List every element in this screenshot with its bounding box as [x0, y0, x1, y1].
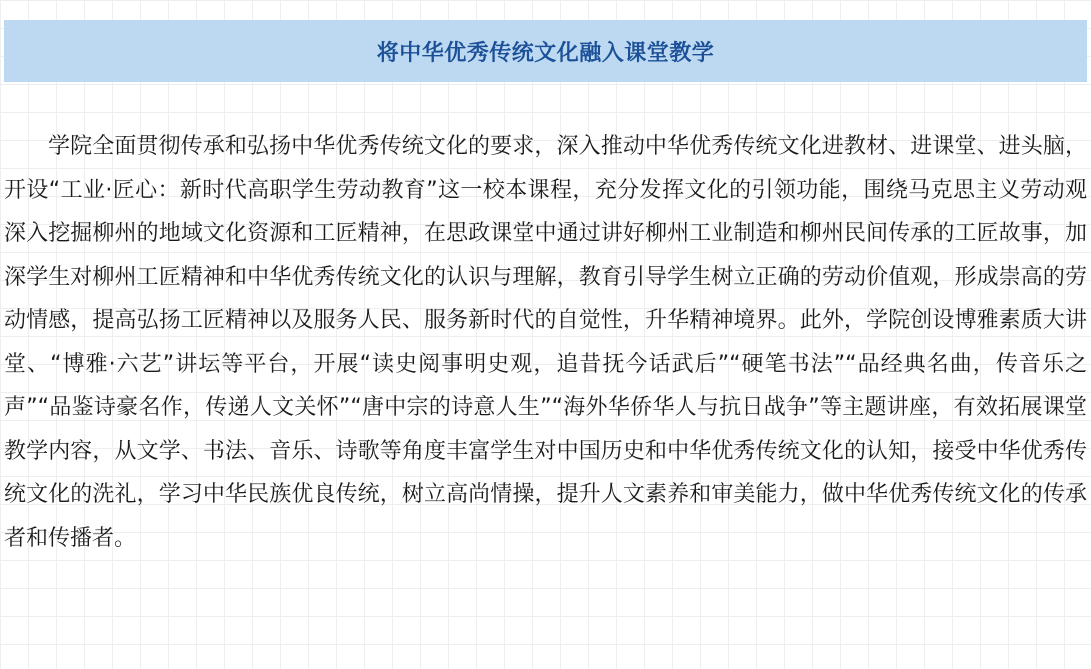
article-title: 将中华优秀传统文化融入课堂教学: [376, 40, 715, 66]
title-banner: [4, 20, 1087, 82]
article-paragraph: 学院全面贯彻传承和弘扬中华优秀传统文化的要求，深入推动中华优秀传统文化进教材、进课堂、进头脑，开设“工业·匠心：新时代高职学生劳动教育”这一校本课程，充分发挥文化的引领功能，围绕马克思主义劳动观深入挖掘柳州的地域文化资源和工匠精神，在思政课堂中通过讲好柳州工业制造和柳州民间传承的工匠故事，加深学生对柳州工匠精神和中华优秀传统文化的认识与理解，教育引导学生树立正确的劳动价值观，形成崇高的劳动情感，提高弘扬工匠精神以及服务人民、服务新时代的自觉性，升华精神境界。此外，学院创设博雅素质大讲堂、“博雅·六艺”讲坛等平台，开展“读史阅事明史观，追昔抚今话武后”“硬笔书法”“品经典名曲，传音乐之声”“品鉴诗豪名作，传递人文关怀”“唐中宗的诗意人生”“海外华侨华人与抗日战争”等主题讲座，有效拓展课堂教学内容，从文学、书法、音乐、诗歌等角度丰富学生对中国历史和中华优秀传统文化的认知，接受中华优秀传统文化的洗礼，学习中华民族优良传统，树立高尚情操，提升人文素养和审美能力，做中华优秀传统文化的传承者和传播者。: [4, 134, 1087, 551]
